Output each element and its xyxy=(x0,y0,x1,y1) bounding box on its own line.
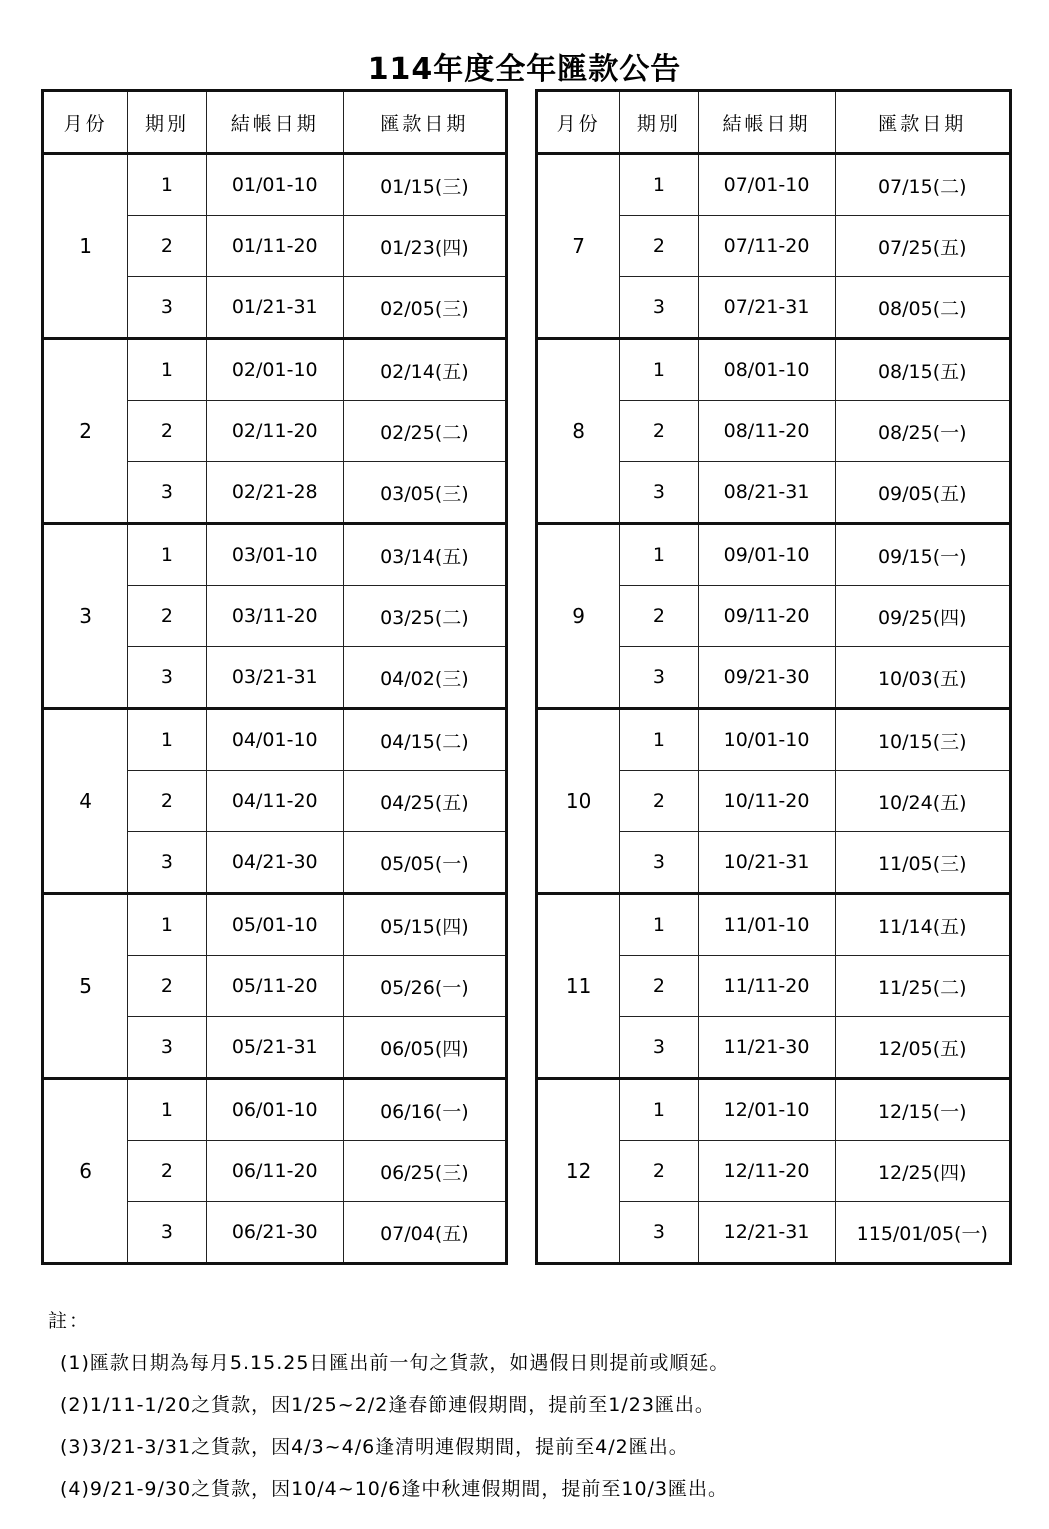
closing-date-cell: 12/11-20 xyxy=(698,1141,835,1202)
closing-date-cell: 02/11-20 xyxy=(206,401,343,462)
remit-date-cell: 08/25(一) xyxy=(835,401,1010,462)
period-cell: 2 xyxy=(128,586,206,647)
period-cell: 3 xyxy=(128,277,206,339)
remit-date-cell: 10/24(五) xyxy=(835,771,1010,832)
period-cell: 2 xyxy=(128,401,206,462)
table-row xyxy=(537,339,1011,401)
period-cell: 1 xyxy=(128,154,206,216)
period-cell: 2 xyxy=(620,216,698,277)
closing-date-cell: 10/21-31 xyxy=(698,832,835,894)
period-cell: 3 xyxy=(620,832,698,894)
remit-date-cell: 07/25(五) xyxy=(835,216,1010,277)
closing-date-cell: 01/11-20 xyxy=(206,216,343,277)
period-cell: 1 xyxy=(128,1079,206,1141)
month-cell: 8 xyxy=(537,339,620,524)
remit-date-cell: 10/03(五) xyxy=(835,647,1010,709)
closing-date-cell: 12/21-31 xyxy=(698,1202,835,1264)
month-cell: 10 xyxy=(537,709,620,894)
remit-date-cell: 03/14(五) xyxy=(343,524,506,586)
remit-date-cell: 07/04(五) xyxy=(343,1202,506,1264)
month-cell: 5 xyxy=(43,894,128,1079)
period-cell: 1 xyxy=(620,1079,698,1141)
table-row xyxy=(43,339,507,401)
closing-date-cell: 04/01-10 xyxy=(206,709,343,771)
period-cell: 3 xyxy=(128,1202,206,1264)
period-cell: 1 xyxy=(128,524,206,586)
period-cell: 3 xyxy=(128,647,206,709)
closing-date-cell: 09/11-20 xyxy=(698,586,835,647)
remit-date-cell: 11/05(三) xyxy=(835,832,1010,894)
period-cell: 1 xyxy=(620,154,698,216)
period-cell: 1 xyxy=(128,709,206,771)
period-cell: 1 xyxy=(128,894,206,956)
period-cell: 2 xyxy=(620,771,698,832)
remit-date-cell: 115/01/05(一) xyxy=(835,1202,1010,1264)
closing-date-cell: 11/21-30 xyxy=(698,1017,835,1079)
remit-date-cell: 04/15(二) xyxy=(343,709,506,771)
closing-date-cell: 11/01-10 xyxy=(698,894,835,956)
closing-date-cell: 05/01-10 xyxy=(206,894,343,956)
remit-date-cell: 06/25(三) xyxy=(343,1141,506,1202)
period-cell: 2 xyxy=(620,1141,698,1202)
period-cell: 2 xyxy=(128,1141,206,1202)
month-cell: 3 xyxy=(43,524,128,709)
closing-date-cell: 07/11-20 xyxy=(698,216,835,277)
closing-date-cell: 03/21-31 xyxy=(206,647,343,709)
remit-date-cell: 02/14(五) xyxy=(343,339,506,401)
header-period: 期別 xyxy=(128,91,206,154)
remit-date-cell: 12/15(一) xyxy=(835,1079,1010,1141)
remit-date-cell: 05/05(一) xyxy=(343,832,506,894)
month-cell: 2 xyxy=(43,339,128,524)
notes-label: 註： xyxy=(48,1310,91,1332)
remit-date-cell: 09/25(四) xyxy=(835,586,1010,647)
period-cell: 3 xyxy=(620,647,698,709)
remit-date-cell: 08/05(二) xyxy=(835,277,1010,339)
period-cell: 1 xyxy=(620,339,698,401)
header-period: 期別 xyxy=(620,91,698,154)
period-cell: 3 xyxy=(620,1202,698,1264)
closing-date-cell: 06/11-20 xyxy=(206,1141,343,1202)
period-cell: 2 xyxy=(128,956,206,1017)
table-row xyxy=(537,709,1011,771)
table-row xyxy=(537,894,1011,956)
remit-date-cell: 04/02(三) xyxy=(343,647,506,709)
table-row xyxy=(43,524,507,586)
note-item-3: (3)3/21-3/31之貨款，因4/3~4/6逢清明連假期間，提前至4/2匯出。 xyxy=(60,1436,689,1458)
closing-date-cell: 05/21-31 xyxy=(206,1017,343,1079)
note-item-2: (2)1/11-1/20之貨款，因1/25~2/2逢春節連假期間，提前至1/23匯出。 xyxy=(60,1394,715,1416)
remit-date-cell: 10/15(三) xyxy=(835,709,1010,771)
remit-date-cell: 11/14(五) xyxy=(835,894,1010,956)
remit-date-cell: 06/16(一) xyxy=(343,1079,506,1141)
period-cell: 1 xyxy=(620,894,698,956)
month-cell: 1 xyxy=(43,154,128,339)
header-remit-date: 匯款日期 xyxy=(343,91,506,154)
remit-date-cell: 03/05(三) xyxy=(343,462,506,524)
table-row xyxy=(43,894,507,956)
table-row xyxy=(43,709,507,771)
header-remit-date: 匯款日期 xyxy=(835,91,1010,154)
remit-date-cell: 01/23(四) xyxy=(343,216,506,277)
remit-date-cell: 01/15(三) xyxy=(343,154,506,216)
schedule-table-jan-jun xyxy=(41,89,508,1265)
closing-date-cell: 08/11-20 xyxy=(698,401,835,462)
closing-date-cell: 08/01-10 xyxy=(698,339,835,401)
period-cell: 3 xyxy=(128,462,206,524)
remit-date-cell: 12/05(五) xyxy=(835,1017,1010,1079)
table-header-row xyxy=(43,91,507,154)
period-cell: 1 xyxy=(128,339,206,401)
remit-date-cell: 06/05(四) xyxy=(343,1017,506,1079)
remit-date-cell: 03/25(二) xyxy=(343,586,506,647)
remit-date-cell: 09/05(五) xyxy=(835,462,1010,524)
closing-date-cell: 07/21-31 xyxy=(698,277,835,339)
remit-date-cell: 02/25(二) xyxy=(343,401,506,462)
closing-date-cell: 12/01-10 xyxy=(698,1079,835,1141)
remit-date-cell: 09/15(一) xyxy=(835,524,1010,586)
remit-date-cell: 07/15(二) xyxy=(835,154,1010,216)
closing-date-cell: 11/11-20 xyxy=(698,956,835,1017)
table-row xyxy=(43,154,507,216)
header-closing-date: 結帳日期 xyxy=(698,91,835,154)
notes-section xyxy=(48,1300,1008,1510)
remit-date-cell: 04/25(五) xyxy=(343,771,506,832)
header-month: 月份 xyxy=(43,91,128,154)
remit-date-cell: 02/05(三) xyxy=(343,277,506,339)
remit-date-cell: 08/15(五) xyxy=(835,339,1010,401)
header-month: 月份 xyxy=(537,91,620,154)
remit-date-cell: 12/25(四) xyxy=(835,1141,1010,1202)
remit-date-cell: 11/25(二) xyxy=(835,956,1010,1017)
closing-date-cell: 01/21-31 xyxy=(206,277,343,339)
remit-date-cell: 05/15(四) xyxy=(343,894,506,956)
month-cell: 7 xyxy=(537,154,620,339)
closing-date-cell: 06/21-30 xyxy=(206,1202,343,1264)
period-cell: 1 xyxy=(620,709,698,771)
table-header-row xyxy=(537,91,1011,154)
table-row xyxy=(43,1079,507,1141)
closing-date-cell: 05/11-20 xyxy=(206,956,343,1017)
schedule-table-jul-dec xyxy=(535,89,1012,1265)
table-row xyxy=(537,524,1011,586)
closing-date-cell: 06/01-10 xyxy=(206,1079,343,1141)
closing-date-cell: 02/21-28 xyxy=(206,462,343,524)
period-cell: 3 xyxy=(620,462,698,524)
month-cell: 4 xyxy=(43,709,128,894)
note-item-1: (1)匯款日期為每月5.15.25日匯出前一旬之貨款，如遇假日則提前或順延。 xyxy=(60,1352,730,1374)
closing-date-cell: 09/21-30 xyxy=(698,647,835,709)
header-closing-date: 結帳日期 xyxy=(206,91,343,154)
month-cell: 12 xyxy=(537,1079,620,1264)
closing-date-cell: 08/21-31 xyxy=(698,462,835,524)
period-cell: 2 xyxy=(128,771,206,832)
closing-date-cell: 09/01-10 xyxy=(698,524,835,586)
closing-date-cell: 10/01-10 xyxy=(698,709,835,771)
closing-date-cell: 10/11-20 xyxy=(698,771,835,832)
closing-date-cell: 03/11-20 xyxy=(206,586,343,647)
note-item-4: (4)9/21-9/30之貨款，因10/4~10/6逢中秋連假期間，提前至10/3匯出。 xyxy=(60,1478,729,1500)
period-cell: 2 xyxy=(620,586,698,647)
remit-date-cell: 05/26(一) xyxy=(343,956,506,1017)
period-cell: 2 xyxy=(620,401,698,462)
closing-date-cell: 01/01-10 xyxy=(206,154,343,216)
month-cell: 11 xyxy=(537,894,620,1079)
page-title: 114年度全年匯款公告 xyxy=(367,52,682,87)
closing-date-cell: 03/01-10 xyxy=(206,524,343,586)
period-cell: 3 xyxy=(128,1017,206,1079)
closing-date-cell: 07/01-10 xyxy=(698,154,835,216)
month-cell: 6 xyxy=(43,1079,128,1264)
table-row xyxy=(537,1079,1011,1141)
closing-date-cell: 04/11-20 xyxy=(206,771,343,832)
closing-date-cell: 02/01-10 xyxy=(206,339,343,401)
period-cell: 2 xyxy=(620,956,698,1017)
period-cell: 2 xyxy=(128,216,206,277)
table-row xyxy=(537,154,1011,216)
period-cell: 3 xyxy=(128,832,206,894)
month-cell: 9 xyxy=(537,524,620,709)
period-cell: 3 xyxy=(620,1017,698,1079)
period-cell: 3 xyxy=(620,277,698,339)
period-cell: 1 xyxy=(620,524,698,586)
closing-date-cell: 04/21-30 xyxy=(206,832,343,894)
